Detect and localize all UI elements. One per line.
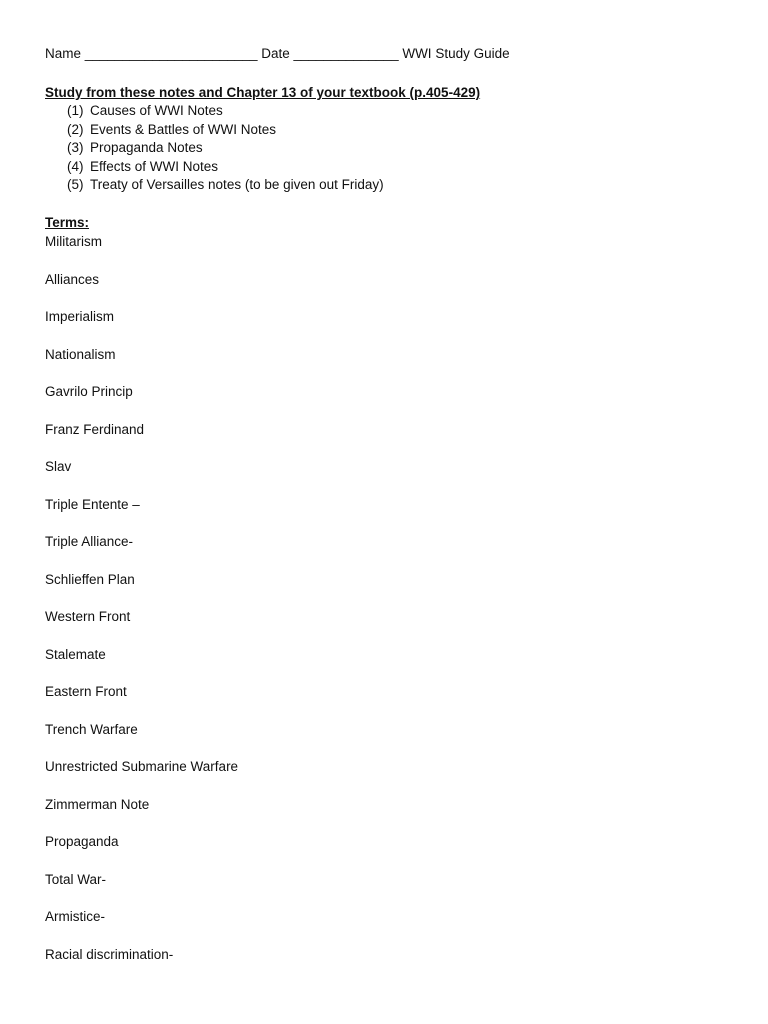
term-item: Total War-: [45, 871, 107, 887]
list-item: [67, 121, 384, 140]
term-item: Imperialism: [45, 309, 115, 324]
term-item: Stalemate: [45, 646, 106, 662]
term-item: Armistice-: [45, 909, 105, 924]
terms-list: [45, 233, 238, 983]
list-item: [67, 102, 384, 121]
term-item: Eastern Front: [45, 684, 127, 699]
term-item: Militarism: [45, 234, 102, 249]
note-text: Propaganda Notes: [90, 140, 203, 156]
note-number: (4): [67, 158, 84, 174]
list-item: [67, 158, 384, 177]
note-text: Treaty of Versailles notes (to be given out Friday): [90, 177, 384, 193]
term-item: Franz Ferdinand: [45, 421, 145, 437]
study-heading: Study from these notes and Chapter 13 of your textbook (p.405-429): [45, 85, 481, 100]
term-item: Trench Warfare: [45, 721, 138, 737]
term-item: Western Front: [45, 609, 131, 624]
term-item: Slav: [45, 459, 72, 474]
term-item: Propaganda: [45, 834, 119, 849]
term-item: Nationalism: [45, 346, 116, 362]
terms-heading: Terms:: [45, 215, 90, 230]
term-item: Schlieffen Plan: [45, 571, 135, 587]
term-item: Racial discrimination-: [45, 946, 174, 962]
note-number: (1): [67, 103, 84, 118]
term-item: Zimmerman Note: [45, 796, 150, 812]
note-number: (2): [67, 121, 84, 137]
term-item: Unrestricted Submarine Warfare: [45, 759, 239, 774]
note-text: Events & Battles of WWI Notes: [90, 121, 277, 137]
term-item: Alliances: [45, 271, 100, 287]
term-item: Triple Alliance-: [45, 534, 134, 549]
note-number: (3): [67, 140, 84, 156]
note-number: (5): [67, 177, 84, 193]
list-item: [67, 176, 384, 195]
header-line: Name _______________________ Date ______________ WWI Study Guide: [45, 46, 510, 61]
term-item: Gavrilo Princip: [45, 384, 133, 399]
list-item: [67, 139, 384, 158]
note-text: Causes of WWI Notes: [90, 103, 223, 118]
notes-list: [67, 102, 384, 195]
note-text: Effects of WWI Notes: [90, 158, 219, 174]
term-item: Triple Entente –: [45, 496, 140, 512]
